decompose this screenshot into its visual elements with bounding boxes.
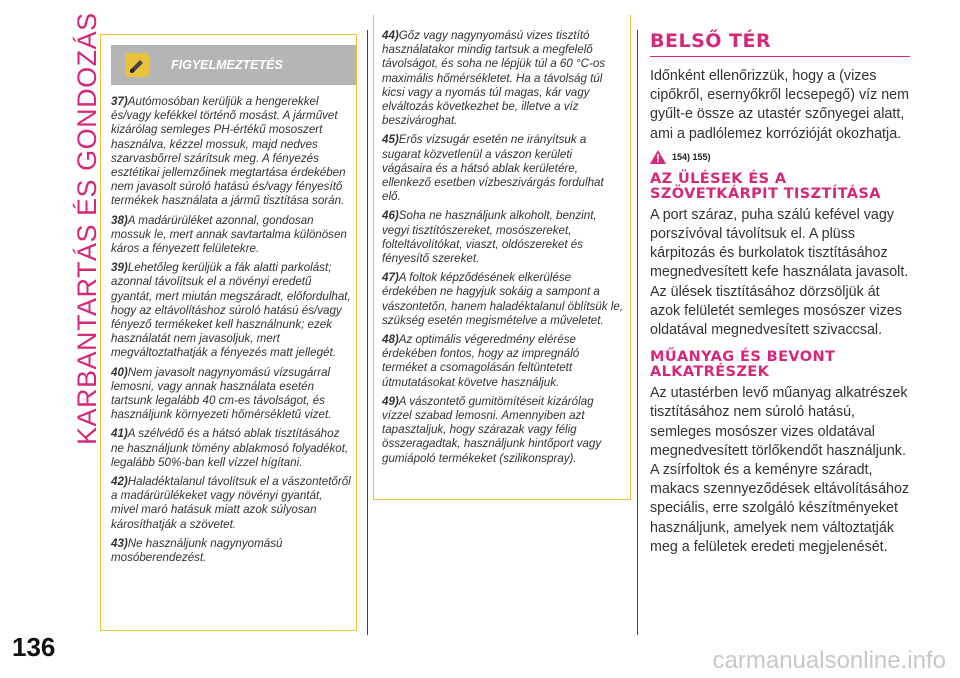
warning-item: 48)Az optimális végeredmény elérése érdekében fontos, hogy az impregnáló terméket a csomagolásán feltüntetett útmutatásokat követve használjuk. bbox=[382, 333, 580, 389]
reference-numbers: 154) 155) bbox=[672, 151, 711, 162]
chapter-title-text: KARBANTARTÁS ÉS GONDOZÁS bbox=[72, 12, 102, 445]
warning-item: 44)Gőz vagy nagynyomású vizes tisztító használatakor mindig tartsuk a megfelelő távolságot, és soha ne lépjük túl a 60 °C-os maximális hőmérsékletet. Ha a távolság túl kicsi vagy a nyomás túl magas, kár vagy elváltozás következhet be, illetve a víz beszivároghat. bbox=[382, 29, 606, 128]
intro-paragraph: Időnként ellenőrizzük, hogy a (vizes cipőkről, esernyőkről lecsepegő) víz nem gyűlt-e össze az utastér szőnyegei alatt, ami a padlólemez korrózióját okozhatja. bbox=[650, 68, 910, 142]
warning-header bbox=[111, 45, 356, 85]
warning-item: 45)Erős vízsugár esetén ne irányítsuk a sugarat közvetlenül a vászon kerületi vágásaira és a hátsó ablak kerületére, ellenkező esetben vízbeszivárgás fordulhat elő. bbox=[382, 133, 604, 204]
plastic-paragraph: Az utastérben levő műanyag alkatrészek tisztításához nem súroló hatású, semleges mosószer vizes oldatával megnedvesített törlőkendőt használjunk. A zsírfoltok és a keményre száradt, makacs szennyeződések eltávolításához speciális, erre szolgáló készítményeket használjunk, amelyek nem változtatják meg a felületek eredeti megjelenését. bbox=[650, 385, 910, 555]
warning-item: 37)Autómosóban kerüljük a hengerekkel és/vagy kefékkel történő mosást. A járművet kizárólag semleges PH-értékű mososzert használva, kézzel mossuk, majd nedves szarvasbőrrel szárítsuk meg. A fényezés esztétikai jellemzőinek megtartása érdekében nem javasolt súroló hatású és/vagy fényesítő termékek használata a jármű tisztítása során. bbox=[111, 95, 346, 208]
section-heading: BELSŐ TÉR bbox=[650, 30, 910, 57]
warning-title: FIGYELMEZTETÉS bbox=[171, 58, 283, 72]
interior-section bbox=[650, 30, 910, 557]
warning-item: 46)Soha ne használjunk alkoholt, benzint, vegyi tisztítószereket, mosószereket, folteltávolítókat, viaszt, oldószereket és fényesítő szereket. bbox=[382, 209, 597, 266]
warning-box bbox=[100, 34, 357, 631]
warning-item: 40)Nem javasolt nagynyomású vízsugárral lemosni, vagy annak használata esetén tartsunk legalább 40 cm-es távolságot, és használjunk környezeti hőmérsékletű vizet. bbox=[111, 365, 332, 422]
warning-triangle-icon bbox=[650, 150, 666, 164]
column-divider-2 bbox=[637, 30, 638, 635]
warning-list-continued bbox=[382, 29, 624, 471]
chapter-side-title bbox=[50, 12, 102, 650]
warning-item: 49)A vászontető gumitömítéseit kizárólag vízzel szabad lemosni. Amennyiben azt tapasztaljuk, hogy szárazak vagy félig összeragadtak, használjunk hintőport vagy gumiápoló termékeket (szilikonspray). bbox=[382, 394, 602, 465]
warning-item: 41)A szélvédő és a hátsó ablak tisztításához ne használjunk tömény ablakmosó folyadékot, legalább 50%-ban kell vízzel hígítani. bbox=[111, 427, 349, 469]
subheading-seats: AZ ÜLÉSEK ÉS A SZÖVETKÁRPIT TISZTÍTÁSA bbox=[650, 170, 881, 202]
seats-paragraph-1: A port száraz, puha szálú kefével vagy porszívóval távolítsuk el. A plüss kárpitozás és burkolatok tisztításához megnedvesített kefe használata javasolt. bbox=[650, 206, 909, 281]
warning-continuation-box bbox=[373, 15, 631, 500]
watermark: carmanualsonline.info bbox=[712, 647, 946, 674]
warning-item: 38)A madárürüléket azonnal, gondosan mossuk le, mert annak savtartalma különösen káros a fényezett felületekre. bbox=[111, 213, 347, 256]
warning-item: 43)Ne használjunk nagynyomású mosóberendezést. bbox=[111, 536, 283, 565]
page-number: 136 bbox=[12, 632, 56, 662]
warning-item: 39)Lehetőleg kerüljük a fák alatti parkolást; azonnal távolítsuk el a növényi eredetű gyantát, mert miután megszáradt, előfordulhat, hogy az eltávolításhoz súroló hatású és/vagy fényező termékeket kell használnunk; ezek használatát nem javasoljuk, mert megváltoztathatják a fényezés matt jellegét. bbox=[111, 261, 351, 360]
warning-item: 42)Haladéktalanul távolítsuk el a vászontetőről a madárürülékeket vagy növényi gyantát, mivel maró hatásuk miatt azok súlyosan károsíthatják a szövetet. bbox=[111, 475, 351, 531]
column-divider-1 bbox=[367, 30, 368, 635]
warning-list bbox=[111, 95, 351, 570]
subheading-plastic: MŰANYAG ÉS BEVONT ALKATRÉSZEK bbox=[650, 349, 836, 381]
seats-paragraph-2: Az ülések tisztításához dörzsöljük át azok felületét semleges mosószer vizes oldatával megnedvesített szivaccsal. bbox=[650, 283, 902, 339]
warning-reference bbox=[650, 150, 910, 164]
warning-item: 47)A foltok képződésének elkerülése érdekében ne hagyjuk sokáig a sampont a vászontetőn, hanem haladéktalanul öblítsük le, szükség esetén megismételve a műveletet. bbox=[382, 271, 624, 327]
